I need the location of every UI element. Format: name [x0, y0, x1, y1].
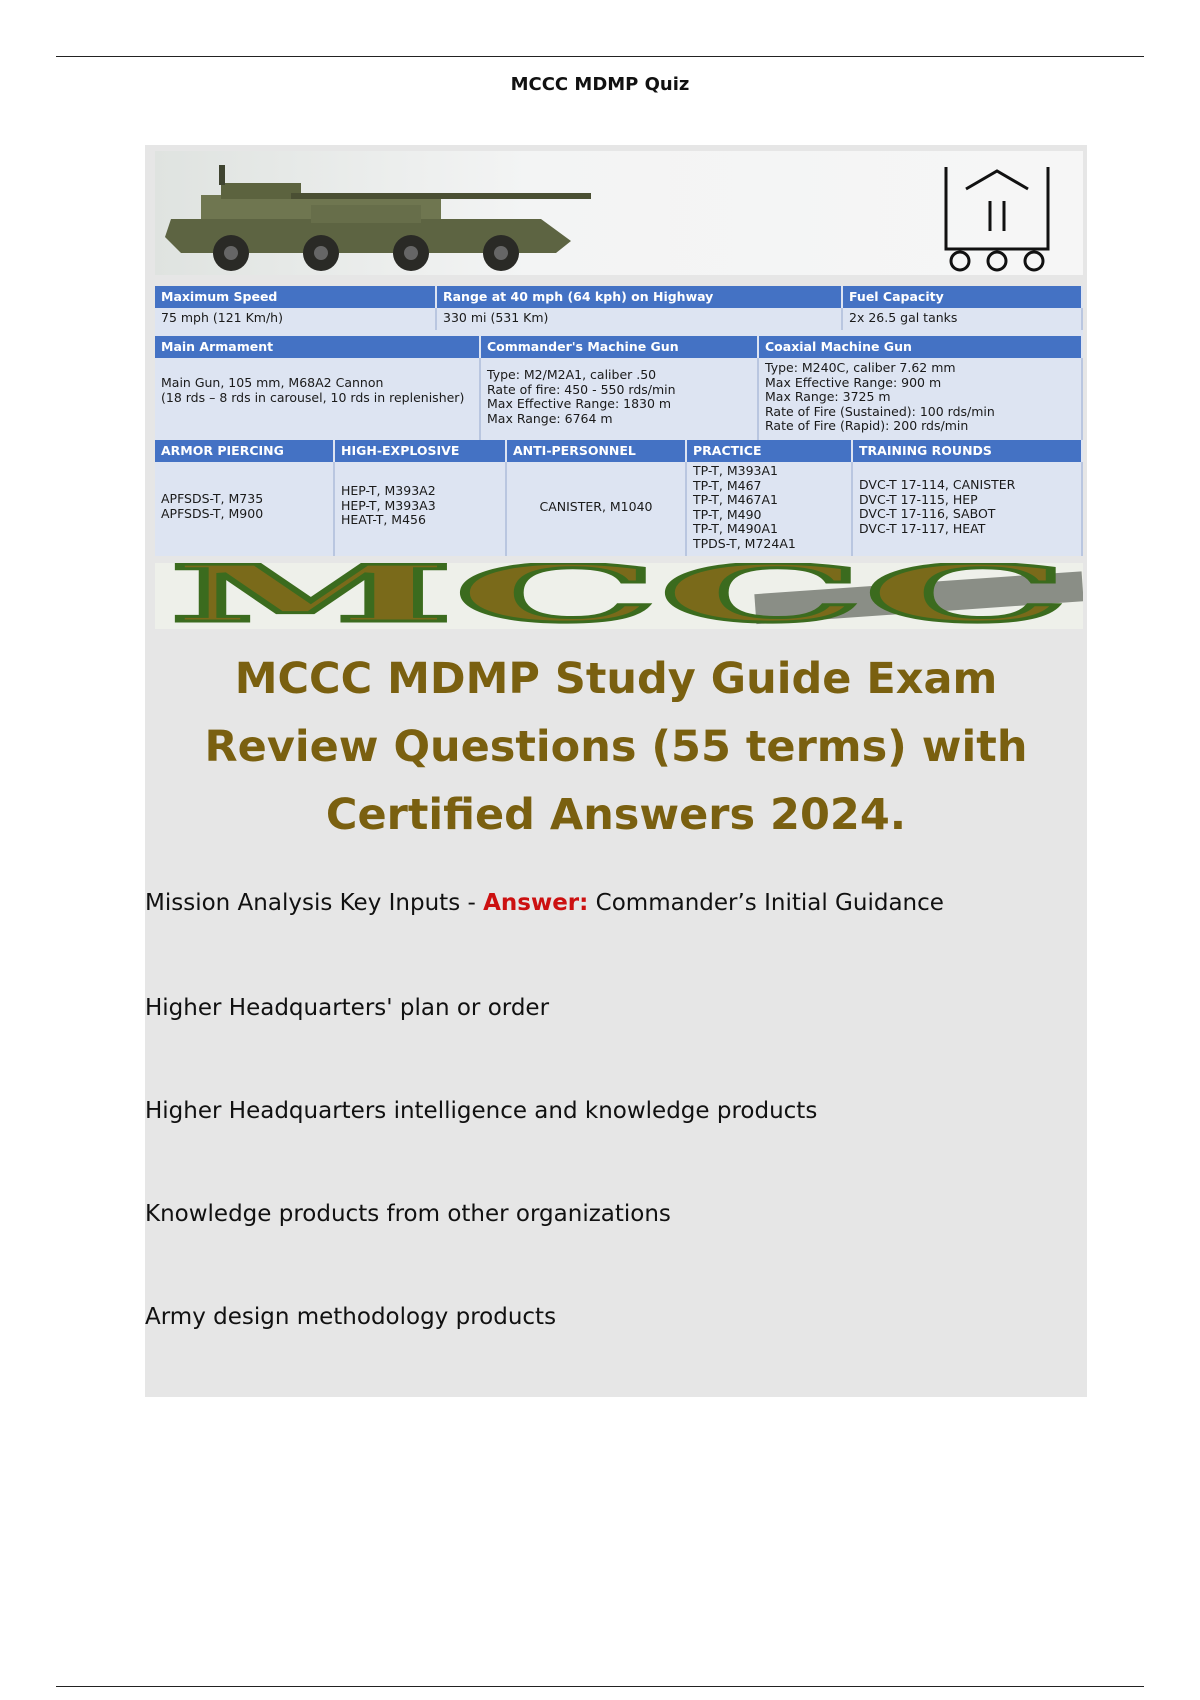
spec-header: Main Armament — [155, 336, 481, 358]
spec-value: 2x 26.5 gal tanks — [843, 308, 1083, 330]
document-title: MCCC MDMP Study Guide Exam Review Questions (55 terms) with Certified Answers 2024. — [204, 654, 1028, 840]
answer-line: Higher Headquarters intelligence and knowledge products — [145, 1098, 818, 1124]
vehicle-hero-image — [155, 151, 1083, 275]
armored-vehicle-image — [161, 159, 601, 274]
spec-value: HEP-T, M393A2 HEP-T, M393A3 HEAT-T, M456 — [335, 462, 507, 556]
spec-value: DVC-T 17-114, CANISTER DVC-T 17-115, HEP DVC-T 17-116, SABOT DVC-T 17-117, HEAT — [853, 462, 1083, 556]
question-prompt: Mission Analysis Key Inputs - — [145, 890, 484, 916]
spec-value: CANISTER, M1040 — [507, 462, 687, 556]
answer-label: Answer: — [483, 890, 589, 916]
spec-header-row-1 — [155, 286, 1083, 308]
unit-logo-icon — [938, 161, 1056, 273]
vehicle-spec-table — [155, 286, 1083, 556]
question-line — [145, 890, 944, 916]
spec-value: APFSDS-T, M735 APFSDS-T, M900 — [155, 462, 335, 556]
header-rule — [56, 56, 1144, 57]
spec-value: TP-T, M393A1 TP-T, M467 TP-T, M467A1 TP-T, M490 TP-T, M490A1 TPDS-T, M724A1 — [687, 462, 853, 556]
spec-header: ARMOR PIERCING — [155, 440, 335, 462]
spec-header: Range at 40 mph (64 kph) on Highway — [437, 286, 843, 308]
mccc-banner-image — [155, 563, 1083, 629]
page-header: MCCC MDMP Quiz — [510, 74, 690, 95]
answer-text: Commander’s Initial Guidance — [588, 890, 944, 916]
spec-header: Coaxial Machine Gun — [759, 336, 1083, 358]
spec-value: Type: M2/M2A1, caliber .50 Rate of fire: 450 - 550 rds/min Max Effective Range: 1830 m Max Range: 6764 m — [481, 358, 759, 440]
spec-value: 75 mph (121 Km/h) — [155, 308, 437, 330]
spec-header: HIGH-EXPLOSIVE — [335, 440, 507, 462]
spec-header: Fuel Capacity — [843, 286, 1083, 308]
spec-value: Main Gun, 105 mm, M68A2 Cannon (18 rds – 8 rds in carousel, 10 rds in replenisher) — [155, 358, 481, 440]
spec-header: Commander's Machine Gun — [481, 336, 759, 358]
spec-header: Maximum Speed — [155, 286, 437, 308]
spec-header: PRACTICE — [687, 440, 853, 462]
answer-line: Higher Headquarters' plan or order — [145, 995, 550, 1021]
answer-line: Knowledge products from other organizations — [145, 1201, 671, 1227]
spec-header: ANTI-PERSONNEL — [507, 440, 687, 462]
spec-value: 330 mi (531 Km) — [437, 308, 843, 330]
spec-value-row-2 — [155, 358, 1083, 440]
spec-header-row-3 — [155, 440, 1083, 462]
cover-panel — [145, 145, 1087, 1397]
footer-rule — [56, 1686, 1144, 1687]
spec-header: TRAINING ROUNDS — [853, 440, 1083, 462]
spec-header-row-2 — [155, 336, 1083, 358]
spec-value-row-3 — [155, 462, 1083, 556]
banner-text: MCCC — [169, 563, 1069, 629]
answer-line: Army design methodology products — [145, 1304, 557, 1330]
spec-value: Type: M240C, caliber 7.62 mm Max Effective Range: 900 m Max Range: 3725 m Rate of Fire (Sustained): 100 rds/min Rate of Fire (Rapid): 200 rds/min — [759, 358, 1083, 440]
spec-value-row-1 — [155, 308, 1083, 330]
